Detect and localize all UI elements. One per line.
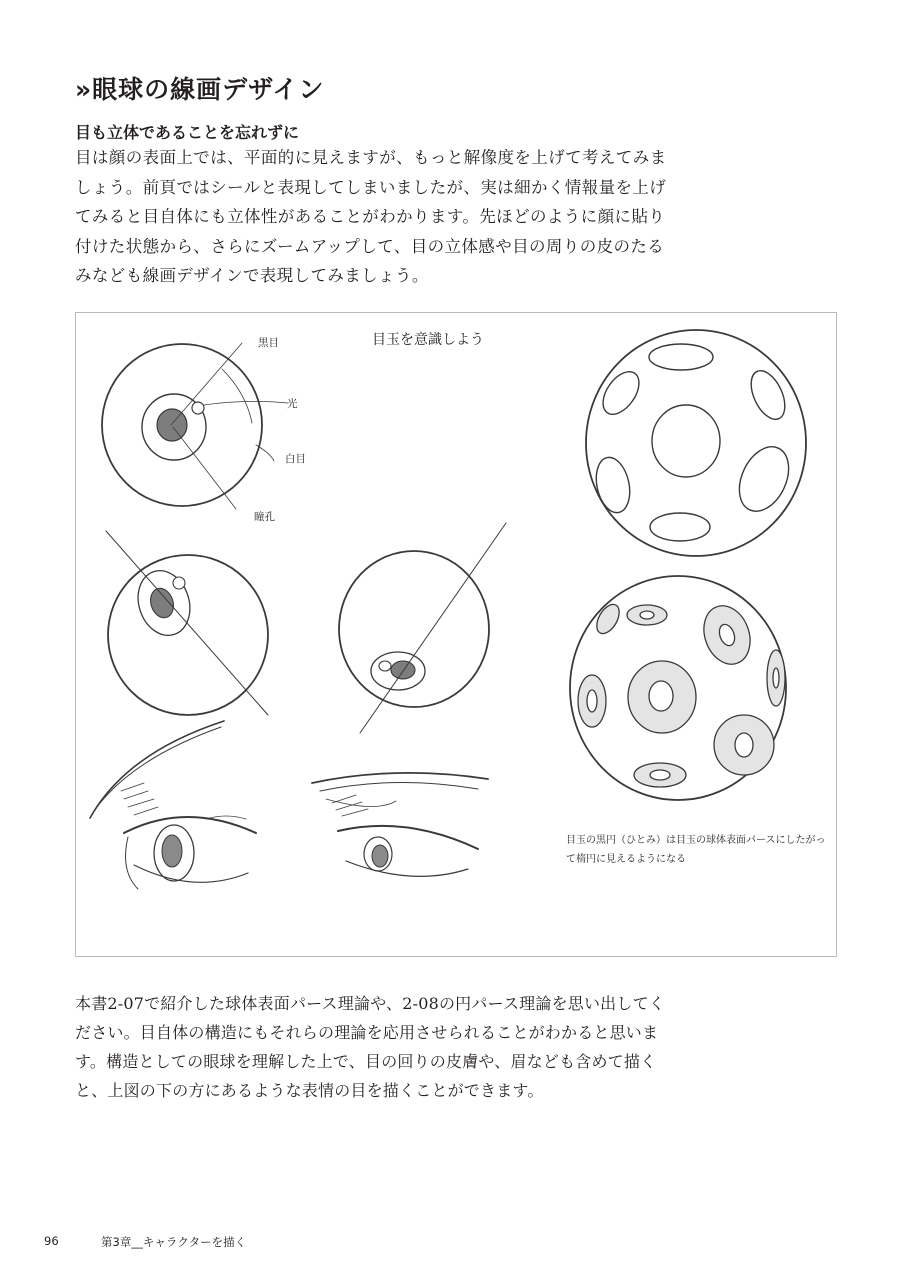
label-hikari: 光	[287, 398, 298, 410]
intro-paragraph: 目は顔の表面上では、平面的に見えますが、もっと解像度を上げて考えてみましょう。前頁ではシールと表現してしまいましたが、実は細かく情報量を上げてみると目自体にも立体性があることがわかります。先ほどのように顔に貼り付けた状態から、さらにズームアップして、目の立体感や目の周りの皮のたるみなども線画デザインで表現してみましょう。	[75, 148, 667, 285]
page-title: »眼球の線画デザイン	[75, 75, 325, 104]
closing-paragraph: 本書2-07で紹介した球体表面パース理論や、2-08の円パース理論を思い出してください。目自体の構造にもそれらの理論を応用させられることがわかると思います。構造としての眼球を理解した上で、目の回りの皮膚や、眉なども含めて描くと、上図の下の方にあるような表情の目を描くことができます。	[75, 994, 665, 1100]
label-kurome: 黒目	[258, 337, 279, 349]
chapter-label: 第3章__キャラクターを描く	[101, 1235, 247, 1249]
figure-caption: 目玉の黒円（ひとみ）は目玉の球体表面パースにしたがって楕円に見えるようになる	[566, 835, 826, 865]
figure-title: 目玉を意識しよう	[372, 332, 484, 348]
detailed-eye-sketch-left	[90, 721, 256, 889]
sphere-with-holes-sketch	[586, 330, 806, 556]
page-number: 96	[44, 1234, 59, 1248]
tilted-eyeball-sketch-center	[339, 523, 506, 733]
detailed-eye-sketch-right	[312, 773, 488, 876]
label-doukou: 瞳孔	[254, 511, 275, 523]
section-heading: 目も立体であることを忘れずに	[75, 123, 300, 142]
sphere-with-irises-sketch	[570, 576, 786, 800]
tilted-eyeball-sketch-left	[106, 531, 268, 715]
label-shirome: 白目	[285, 453, 306, 465]
annotated-eyeball-sketch	[102, 343, 288, 509]
eyeball-figure	[75, 312, 837, 957]
